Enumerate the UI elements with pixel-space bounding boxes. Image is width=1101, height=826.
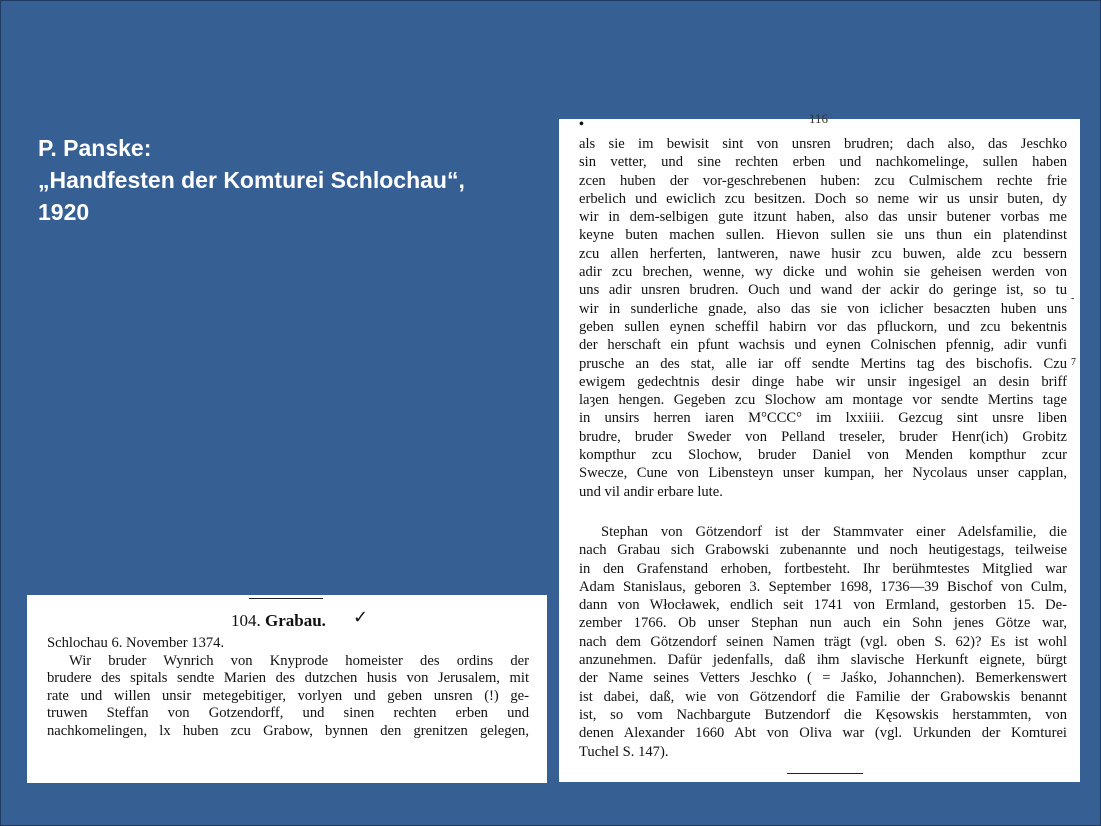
scan-dot: •: [579, 117, 584, 132]
scanned-page-left: [27, 595, 547, 783]
text-line: anzunehmen. Dafür jedenfalls, daß ihm slavische Herkunft eignete, bürgt: [579, 652, 1067, 669]
charter-text-continued: [579, 135, 1067, 501]
text-line: Adam Stanislaus, geboren 3. September 1698, 1736—39 Bischof von Culm,: [579, 578, 1067, 595]
text-line: zember 1766. Ob unser Stephan nun auch ein Sohn jenes Götze war,: [579, 615, 1067, 632]
text-line: rate und willen unsir metegebitiger, vorlyen und geben unsren (!) ge-: [47, 687, 529, 704]
text-line: kompthur zcu Slochow, bruder Daniel von Menden kompthur zcur: [579, 447, 1067, 464]
page-number: 116: [809, 111, 829, 126]
text-line: als sie im bewisit sint von unsren brudren; dach also, das Jeschko: [579, 136, 1067, 152]
charter-title: Grabau.: [265, 611, 326, 630]
text-line: dann von Włocławek, endlich seit 1741 von Ermland, gestorben 15. De-: [579, 597, 1067, 614]
text-line: adir zcu brechen, wenne, wy dicke und wohin sie geheisen werden von: [579, 264, 1067, 281]
text-line: Stephan von Götzendorf ist der Stammvater einer Adelsfamilie, die: [601, 524, 1067, 540]
text-line: Wir bruder Wynrich von Knyprode homeister des ordins der: [69, 652, 529, 669]
text-line: nachkomelingen, lx huben zcu Grabow, bynnen den grenitzen gelegen,: [47, 722, 529, 739]
scanned-page-right: [559, 111, 1080, 782]
text-line: ist, so vom Nachbargute Butzendorf die Kęsowskis herstammten, von: [579, 706, 1067, 723]
top-rule: [249, 598, 323, 599]
title-line-2: „Handfesten der Komturei Schlochau“,: [38, 167, 465, 193]
text-line: nach dem Götzendorf seinen Namen trägt (vgl. oben S. 62)? Es ist wohl: [579, 633, 1067, 650]
title-line-1: P. Panske:: [38, 135, 152, 161]
text-line: wir in sunderliche gnade, also das sie von iclicher besaczten huben uns: [579, 300, 1067, 317]
text-line: keyne buten machen sullen. Hievon sullen sie uns thun ein platendinst: [579, 227, 1067, 244]
text-line: der herschaft ein pfunt wachsis und eynen Colnischen pfennig, adir vunfi: [579, 337, 1067, 354]
text-line: in den Grafenstand erhoben, fortbesteht. Ihr berühmtestes Mitglied war: [579, 560, 1067, 577]
text-line: denen Alexander 1660 Abt von Oliva war (vgl. Urkunden der Komturei: [579, 725, 1067, 742]
text-line: wir in dem-selbigen gute itzunt haben, also das unsir butener vorbas me: [579, 209, 1067, 226]
text-line: geben sullen eynen scheffil habirn vor das pfluckorn, und zcu bekentnis: [579, 318, 1067, 335]
text-line: und vil andir erbare lute.: [579, 483, 723, 500]
text-line: erbelich und ewiclich zcu besitzen. Doch so neme wir us unsir buten, dy: [579, 190, 1067, 207]
title-line-3: 1920: [38, 199, 90, 225]
charter-text: [47, 635, 529, 740]
text-line: brudre, bruder Sweder von Pelland treseler, bruder Henr(ich) Grobitz: [579, 428, 1067, 445]
text-line: nach Grabau sich Grabowski zubenannte und noch heutigestags, teilweise: [579, 542, 1067, 559]
commentary-text: [579, 523, 1067, 761]
text-line: Tuchel S. 147).: [579, 743, 669, 760]
margin-mark-dash: -: [1071, 293, 1075, 304]
bottom-rule: [787, 773, 863, 774]
text-line: Swecze, Cune von Libensteyn unser kumpan, her Nycolaus unser capplan,: [579, 465, 1067, 482]
text-line: zcu allen herferten, lantweren, nawe husir zcu buwen, alde zcu bessern: [579, 245, 1067, 262]
text-line: zcen huben der vor-geschrebenen huben: zcu Culmischem rechte frie: [579, 172, 1067, 189]
text-line: sin vetter, und sine rechten erben und nachkomelinge, sullen haben: [579, 154, 1067, 171]
text-line: truwen Steffan von Gotzendorff, und sinen rechten erben und: [47, 705, 529, 721]
text-line: laȝen hengen. Gegeben zcu Slochow am montage vor sendte Mertins tage: [579, 392, 1067, 409]
text-line: prusche an des stat, alle iar off sendte Mertins tag des bischofis. Czu: [579, 355, 1067, 372]
margin-mark-7: 7: [1071, 357, 1076, 368]
text-line: brudere des spitals sendte Marien des dutzchen husis von Jerusalem, mit: [47, 670, 529, 686]
text-line: uns adir unsren brudren. Ouch und wand der ackir do geringe ist, so tu: [579, 282, 1067, 299]
text-line: in unsirs herren iaren M°CCC° im lxxiiii. Gezcug sint unsre liben: [579, 410, 1067, 427]
text-line: der Name seines Vetters Jeschko ( = Jaśko, Johannchen). Bemerkenswert: [579, 670, 1067, 687]
text-line: ewigem gedechtnis desir dinge habe wir unsir ingesigel an desin briff: [579, 373, 1067, 390]
slide-title: [38, 132, 465, 228]
charter-heading: [231, 611, 326, 631]
charter-date: Schlochau 6. November 1374.: [47, 635, 225, 651]
text-line: ist dabei, daß, wie von Götzendorf die Familie der Grabowskis benannt: [579, 688, 1067, 705]
charter-number: 104.: [231, 611, 261, 630]
check-mark-icon: ✓: [353, 607, 369, 628]
